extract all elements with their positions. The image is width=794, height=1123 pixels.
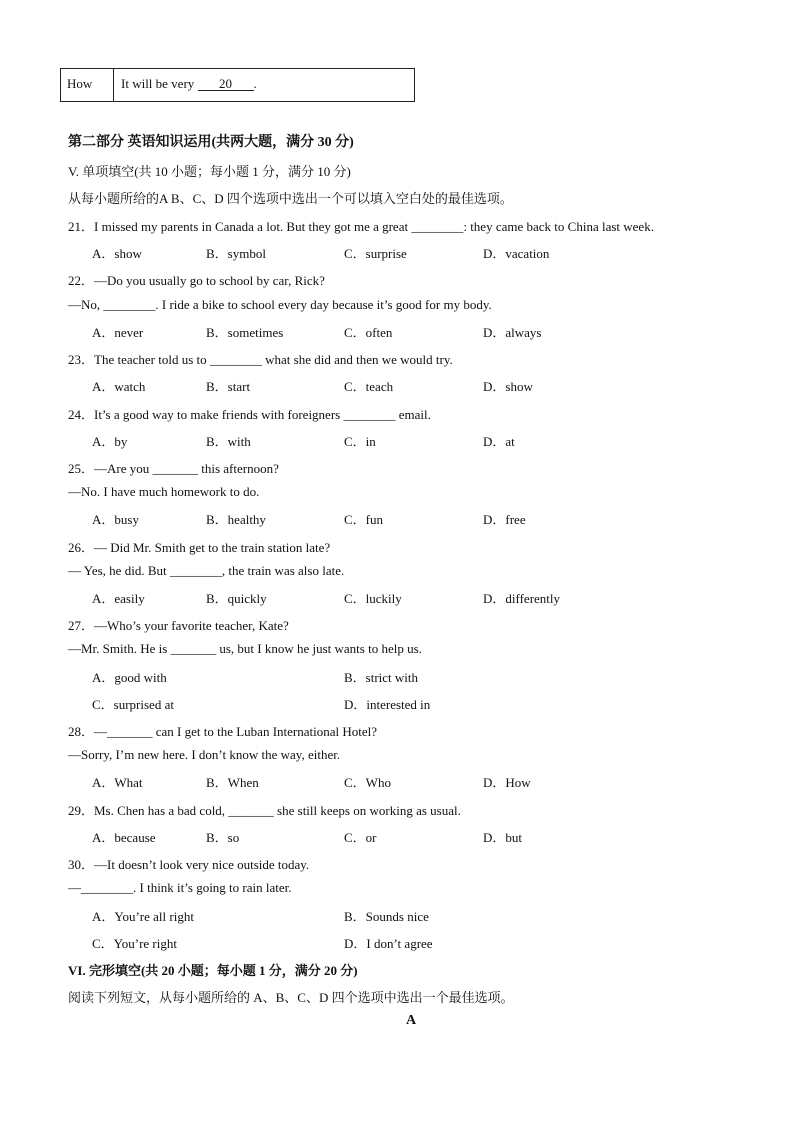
q23-stem: 23．The teacher told us to ________ what she did and then we would try. — [68, 352, 453, 367]
q24-option-c: C．in — [344, 434, 376, 449]
answer-table — [60, 68, 415, 102]
q26-stem: 26．— Did Mr. Smith get to the train station late? — [68, 540, 331, 555]
section6-title: VI. 完形填空(共 20 小题；每小题 1 分，满分 20 分) — [68, 963, 358, 978]
section6-instructions: 阅读下列短文，从每小题所给的 A、B、C、D 四个选项中选出一个最佳选项。 — [68, 990, 514, 1005]
q25-stem: 25．—Are you _______ this afternoon? — [68, 461, 279, 476]
q28-stem: 28．—_______ can I get to the Luban International Hotel? — [68, 724, 378, 739]
q21-option-b: B．symbol — [206, 246, 266, 261]
q21-option-a: A．show — [92, 246, 142, 261]
q27-option-a: A．good with — [92, 670, 167, 685]
q28-option-c: C．Who — [344, 775, 391, 790]
table-cell-how: How — [67, 76, 93, 91]
q30-stem-reply: —________. I think it’s going to rain later. — [68, 880, 292, 895]
section5-title: V. 单项填空(共 10 小题；每小题 1 分，满分 10 分) — [68, 164, 351, 179]
blank-20: 20 — [198, 78, 254, 91]
q30-option-a: A．You’re all right — [92, 909, 194, 924]
q30-option-b: B．Sounds nice — [344, 909, 429, 924]
q28-option-b: B．When — [206, 775, 259, 790]
q26-stem-reply: — Yes, he did. But ________, the train was also late. — [68, 563, 345, 578]
table-cell-sentence — [121, 76, 257, 92]
q23-option-a: A．watch — [92, 379, 146, 394]
q24-option-a: A．by — [92, 434, 128, 449]
q27-stem: 27．—Who’s your favorite teacher, Kate? — [68, 618, 289, 633]
q25-option-c: C．fun — [344, 512, 384, 527]
q22-stem-reply: —No, ________. I ride a bike to school every day because it’s good for my body. — [68, 297, 492, 312]
q28-option-a: A．What — [92, 775, 143, 790]
q23-option-b: B．start — [206, 379, 251, 394]
q26-option-c: C．luckily — [344, 591, 402, 606]
q27-option-c: C．surprised at — [92, 697, 174, 712]
passage-label: A — [406, 1013, 417, 1028]
q21-stem: 21．I missed my parents in Canada a lot. But they got me a great ________: they came back to China last week. — [68, 219, 654, 234]
table-cell-period: . — [253, 76, 257, 91]
q22-option-b: B．sometimes — [206, 325, 284, 340]
q29-stem: 29．Ms. Chen has a bad cold, _______ she still keeps on working as usual. — [68, 803, 461, 818]
q29-option-a: A．because — [92, 830, 156, 845]
q27-option-b: B．strict with — [344, 670, 419, 685]
q24-option-b: B．with — [206, 434, 251, 449]
q22-option-a: A．never — [92, 325, 144, 340]
q26-option-b: B．quickly — [206, 591, 267, 606]
section5-instructions: 从每小题所给的A B、C、D 四个选项中选出一个可以填入空白处的最佳选项。 — [68, 191, 513, 206]
q27-stem-reply: —Mr. Smith. He is _______ us, but I know he just wants to help us. — [68, 641, 422, 656]
q26-option-a: A．easily — [92, 591, 145, 606]
q29-option-b: B．so — [206, 830, 240, 845]
q26-option-d: D．differently — [483, 591, 561, 606]
q30-option-d: D．I don’t agree — [344, 936, 433, 951]
q22-option-d: D．always — [483, 325, 542, 340]
table-divider — [113, 69, 114, 101]
q28-option-d: D．How — [483, 775, 531, 790]
q28-stem-reply: —Sorry, I’m new here. I don’t know the way, either. — [68, 747, 341, 762]
q29-option-d: D．but — [483, 830, 523, 845]
q25-option-d: D．free — [483, 512, 526, 527]
q25-option-a: A．busy — [92, 512, 139, 527]
q25-stem-reply: —No. I have much homework to do. — [68, 484, 260, 499]
part2-title: 第二部分 英语知识运用(共两大题，满分 30 分) — [68, 135, 354, 150]
q21-option-d: D．vacation — [483, 246, 550, 261]
q30-option-c: C．You’re right — [92, 936, 177, 951]
q22-option-c: C．often — [344, 325, 393, 340]
table-cell-text: It will be very — [121, 76, 198, 91]
q21-option-c: C．surprise — [344, 246, 407, 261]
q23-option-c: C．teach — [344, 379, 394, 394]
q24-stem: 24．It’s a good way to make friends with foreigners ________ email. — [68, 407, 431, 422]
q25-option-b: B．healthy — [206, 512, 266, 527]
q30-stem: 30．—It doesn’t look very nice outside today. — [68, 857, 310, 872]
q22-stem: 22．—Do you usually go to school by car, Rick? — [68, 273, 325, 288]
q29-option-c: C．or — [344, 830, 377, 845]
q23-option-d: D．show — [483, 379, 533, 394]
q27-option-d: D．interested in — [344, 697, 431, 712]
q24-option-d: D．at — [483, 434, 515, 449]
